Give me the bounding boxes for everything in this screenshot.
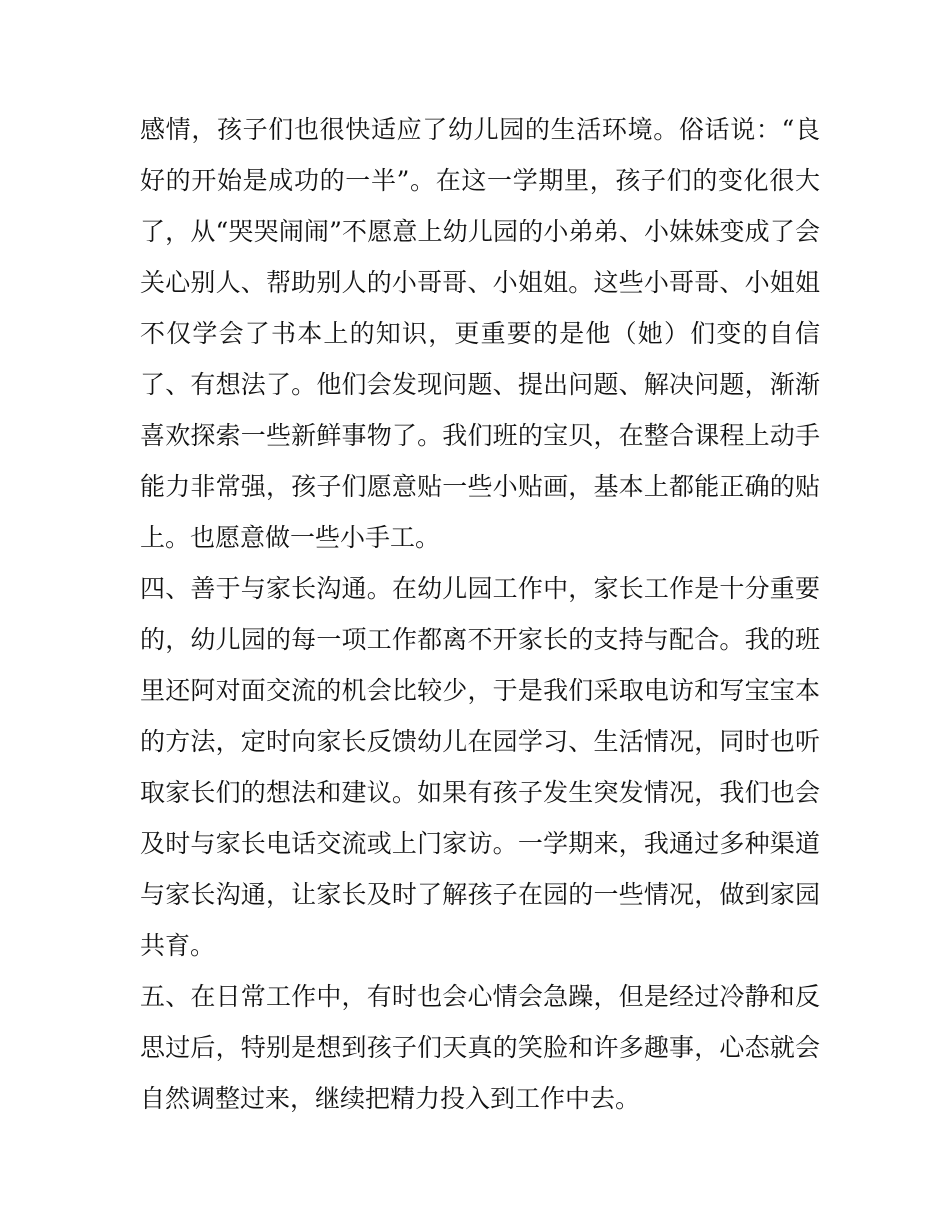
text-line-paragraph-end: 自然调整过来，继续把精力投入到工作中去。 — [140, 1084, 641, 1113]
text-line: 五、在日常工作中，有时也会心情会急躁，但是经过冷静和反 — [140, 982, 820, 1011]
text-line: 的方法，定时向家长反馈幼儿在园学习、生活情况，同时也听 — [140, 727, 820, 756]
text-line: 感情，孩子们也很快适应了幼儿园的生活环境。俗话说：“良 — [140, 115, 820, 144]
text-line-paragraph-end: 上。也愿意做一些小手工。 — [140, 523, 441, 552]
text-line: 不仅学会了书本上的知识，更重要的是他（她）们变的自信 — [140, 319, 820, 348]
text-line: 喜欢探索一些新鲜事物了。我们班的宝贝，在整合课程上动手 — [140, 421, 820, 450]
text-line: 了、有想法了。他们会发现问题、提出问题、解决问题，渐渐 — [140, 370, 820, 399]
text-line: 了，从“哭哭闹闹”不愿意上幼儿园的小弟弟、小妹妹变成了会 — [140, 217, 820, 246]
text-line: 的，幼儿园的每一项工作都离不开家长的支持与配合。我的班 — [140, 625, 820, 654]
text-line: 取家长们的想法和建议。如果有孩子发生突发情况，我们也会 — [140, 778, 820, 807]
text-line-paragraph-end: 共育。 — [140, 931, 216, 960]
text-line: 关心别人、帮助别人的小哥哥、小姐姐。这些小哥哥、小姐姐 — [140, 268, 820, 297]
text-line: 好的开始是成功的一半”。在这一学期里，孩子们的变化很大 — [140, 166, 820, 195]
text-line: 里还阿对面交流的机会比较少，于是我们采取电访和写宝宝本 — [140, 676, 820, 705]
text-line: 及时与家长电话交流或上门家访。一学期来，我通过多种渠道 — [140, 829, 820, 858]
document-body — [140, 104, 820, 1124]
text-line: 与家长沟通，让家长及时了解孩子在园的一些情况，做到家园 — [140, 880, 820, 909]
text-line: 能力非常强，孩子们愿意贴一些小贴画，基本上都能正确的贴 — [140, 472, 820, 501]
text-line: 四、善于与家长沟通。在幼儿园工作中，家长工作是十分重要 — [140, 574, 820, 603]
text-line: 思过后，特别是想到孩子们天真的笑脸和许多趣事，心态就会 — [140, 1033, 820, 1062]
